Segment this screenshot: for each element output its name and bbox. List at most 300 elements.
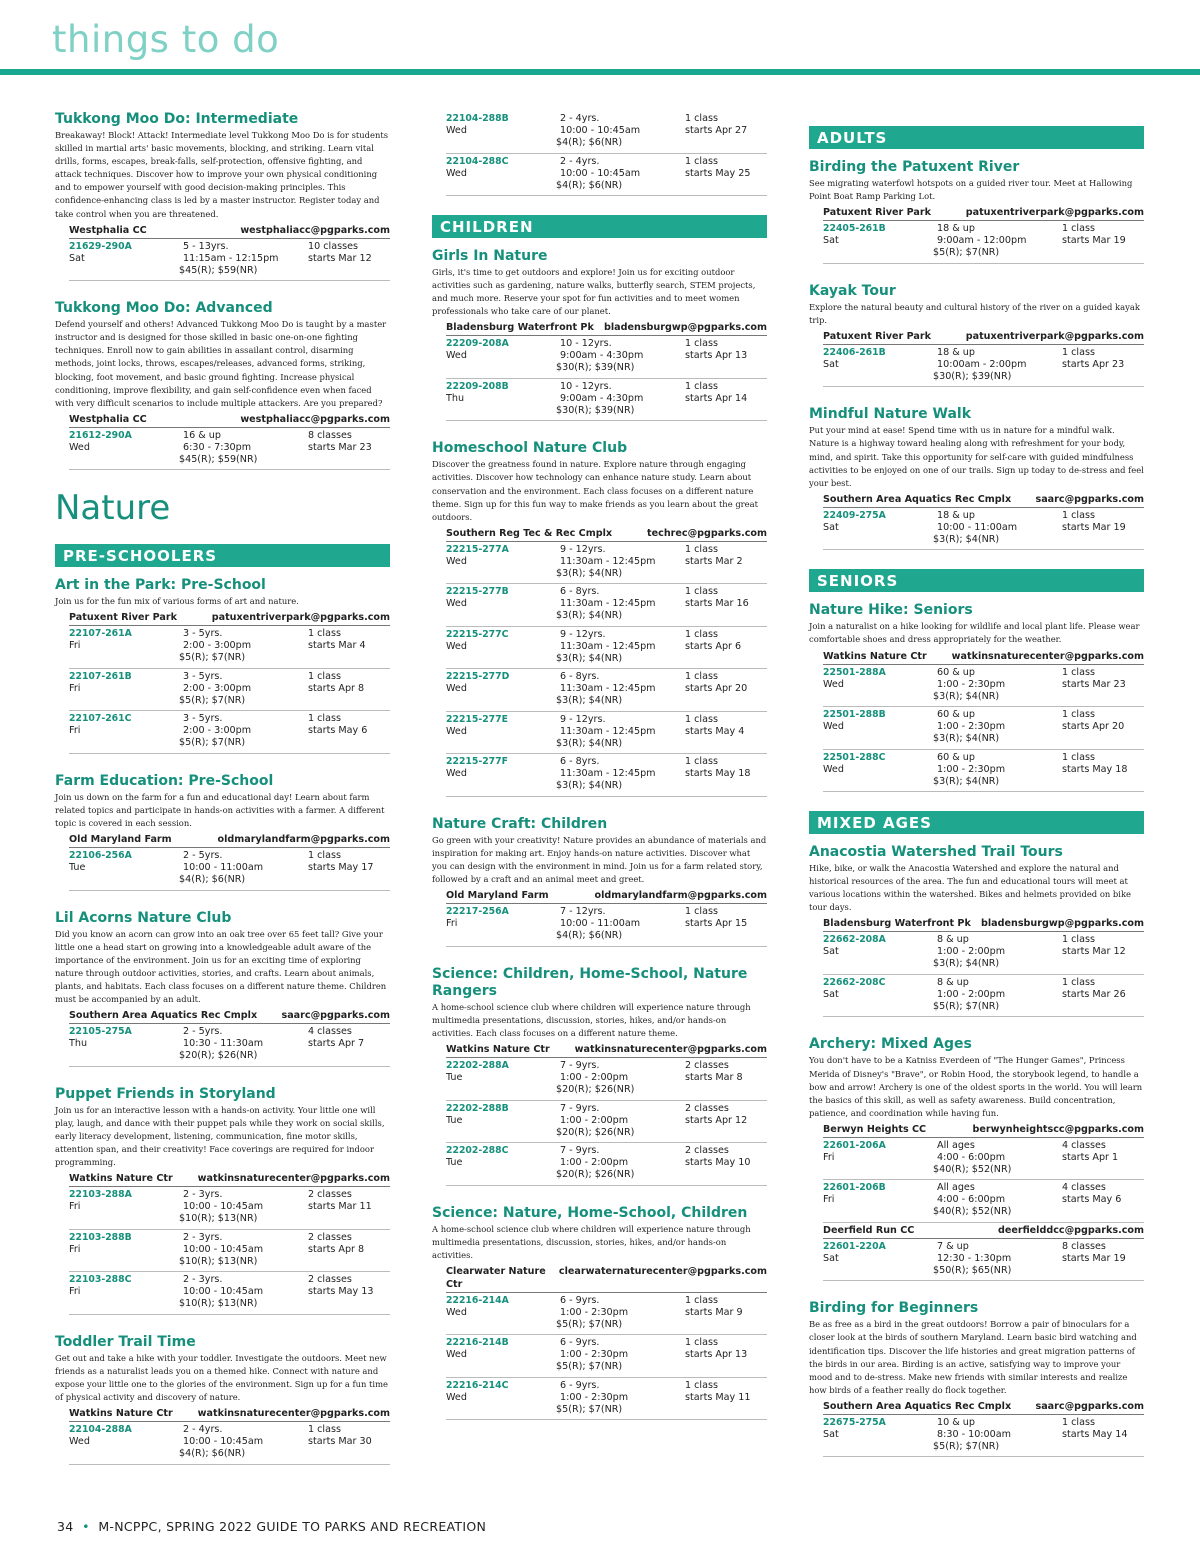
class-time: 11:30am - 12:45pm bbox=[560, 768, 656, 780]
start-date: starts Apr 14 bbox=[685, 392, 748, 404]
program-description: Join a naturalist on a hike looking for wildlife and local plant life. Please wear comfortable shoes and dress appropriately for the weather. bbox=[809, 621, 1140, 645]
class-day: Sat bbox=[823, 1428, 839, 1440]
start-date: starts Apr 27 bbox=[685, 125, 748, 136]
course-code[interactable]: 22202-288A bbox=[446, 1060, 509, 1071]
class-row bbox=[446, 1101, 767, 1144]
program-title: Lil Acorns Nature Club bbox=[55, 909, 232, 926]
class-fee: $20(R); $26(NR) bbox=[556, 1126, 635, 1138]
location-name: Bladensburg Waterfront Pk bbox=[446, 322, 594, 334]
course-code[interactable]: 22501-288C bbox=[823, 751, 886, 763]
location-email[interactable]: patuxentriverpark@pgparks.com bbox=[965, 330, 1144, 342]
course-code[interactable]: 22501-288B bbox=[823, 709, 886, 721]
location-email[interactable]: deerfielddcc@pgparks.com bbox=[997, 1224, 1144, 1236]
category-band: MIXED AGES bbox=[809, 811, 1144, 834]
program-title: Girls In Nature bbox=[432, 248, 548, 264]
location-email[interactable]: patuxentriverpark@pgparks.com bbox=[965, 207, 1144, 219]
location-email[interactable]: watkinsnaturecenter@pgparks.com bbox=[197, 1408, 390, 1420]
program-description: A home-school science club where children will experience nature through multimedia presentations, discussion, stories, hikes, and/or hands-on activities. bbox=[432, 1223, 751, 1260]
class-time: 6:30 - 7:30pm bbox=[183, 441, 252, 453]
location-name: Westphalia CC bbox=[69, 224, 147, 236]
class-day: Fri bbox=[69, 1243, 81, 1255]
start-date: starts May 18 bbox=[685, 768, 751, 780]
class-count: 1 class bbox=[685, 628, 718, 640]
program-description: Breakaway! Block! Attack! Intermediate level Tukkong Moo Do is for students skilled in martial arts' basic movements, blocking, and striking. Learn vital drills, forms, escapes, break-falls, self-protection, offensive fighting, and attack techniques. Discover how to improve your own physical conditioning and to empower yourself with good decision-making principles. This confidence-enhancing class is led by a master instructor. Register today and take control when you are threatened. bbox=[55, 130, 388, 219]
course-code[interactable]: 22105-275A bbox=[69, 1026, 132, 1038]
age-range: 7 & up bbox=[937, 1240, 969, 1252]
age-range: 2 - 3yrs. bbox=[183, 1189, 223, 1201]
start-date: starts Apr 8 bbox=[308, 682, 365, 694]
program-description: Go green with your creativity! Nature provides an abundance of materials and inspiration for making art. Enjoy hands-on nature activities. Discover what you can design with the environment in mind. Join us for a farm related story, followed by a craft and an animal meet and greet. bbox=[432, 834, 767, 885]
age-range: 7 - 9yrs. bbox=[560, 1060, 600, 1071]
class-time: 1:00 - 2:30pm bbox=[560, 1391, 629, 1403]
start-date: starts Apr 8 bbox=[308, 1243, 365, 1255]
class-time: 12:30 - 1:30pm bbox=[937, 1252, 1012, 1264]
footer-text: M-NCPPC, SPRING 2022 GUIDE TO PARKS AND RECREATION bbox=[98, 1519, 487, 1534]
class-row bbox=[69, 1230, 390, 1273]
course-code[interactable]: 22216-214B bbox=[446, 1337, 509, 1349]
start-date: starts Apr 20 bbox=[685, 683, 748, 695]
age-range: 2 - 5yrs. bbox=[183, 1026, 223, 1038]
start-date: starts Mar 8 bbox=[685, 1072, 743, 1083]
program-block bbox=[432, 966, 767, 1186]
class-fee: $3(R); $4(NR) bbox=[933, 733, 1000, 745]
location-header bbox=[823, 1399, 1144, 1415]
course-code[interactable]: 22217-256A bbox=[446, 906, 509, 918]
age-range: 7 - 9yrs. bbox=[560, 1145, 600, 1156]
class-count: 8 classes bbox=[1062, 1240, 1106, 1252]
location-header bbox=[446, 888, 767, 904]
program-title: Homeschool Nature Club bbox=[432, 440, 628, 457]
location-email[interactable]: saarc@pgparks.com bbox=[1035, 493, 1144, 505]
course-code[interactable]: 22216-214C bbox=[446, 1379, 509, 1391]
class-day: Wed bbox=[446, 1349, 467, 1361]
course-code[interactable]: 22215-277B bbox=[446, 586, 509, 598]
start-date: starts Mar 23 bbox=[1062, 678, 1126, 690]
program-title: Science: Nature, Home-School, Children bbox=[432, 1204, 748, 1221]
course-code[interactable]: 22209-208A bbox=[446, 338, 509, 350]
age-range: 2 - 3yrs. bbox=[183, 1274, 223, 1286]
course-code[interactable]: 22409-275A bbox=[823, 509, 886, 521]
class-count: 1 class bbox=[308, 713, 341, 725]
class-time: 8:30 - 10:00am bbox=[937, 1428, 1011, 1440]
course-code[interactable]: 22215-277A bbox=[446, 543, 509, 555]
class-time: 1:00 - 2:00pm bbox=[560, 1072, 629, 1083]
class-row bbox=[446, 754, 767, 797]
age-range: 6 - 9yrs. bbox=[560, 1337, 600, 1349]
age-range: 9 - 12yrs. bbox=[560, 713, 606, 725]
class-row bbox=[446, 584, 767, 627]
course-code[interactable]: 22216-214A bbox=[446, 1294, 509, 1306]
class-row bbox=[69, 428, 390, 471]
column-middle bbox=[432, 111, 767, 1439]
course-code[interactable]: 22501-288A bbox=[823, 666, 886, 678]
course-code[interactable]: 22601-206A bbox=[823, 1139, 886, 1151]
class-day: Sat bbox=[823, 235, 839, 247]
class-fee: $4(R); $6(NR) bbox=[556, 137, 623, 148]
start-date: starts Mar 11 bbox=[308, 1201, 372, 1213]
class-row bbox=[823, 1138, 1144, 1181]
class-day: Fri bbox=[69, 1201, 81, 1213]
program-title: Birding for Beginners bbox=[809, 1300, 979, 1317]
location-header bbox=[446, 320, 767, 336]
class-day: Wed bbox=[446, 1306, 467, 1318]
program-block bbox=[55, 111, 390, 281]
location-name: Watkins Nature Ctr bbox=[69, 1173, 173, 1185]
class-day: Fri bbox=[69, 682, 81, 694]
category-band: SENIORS bbox=[809, 569, 1144, 592]
course-code[interactable]: 22215-277D bbox=[446, 671, 510, 683]
header-rule bbox=[0, 69, 1200, 75]
class-time: 10:00 - 11:00am bbox=[937, 521, 1018, 533]
class-day: Sat bbox=[823, 988, 839, 1000]
class-day: Wed bbox=[446, 598, 467, 610]
class-day: Fri bbox=[446, 918, 458, 930]
start-date: starts May 25 bbox=[685, 167, 751, 179]
class-fee: $3(R); $4(NR) bbox=[933, 690, 1000, 702]
course-code[interactable]: 21612-290A bbox=[69, 429, 132, 441]
location-header bbox=[823, 492, 1144, 508]
class-row bbox=[823, 345, 1144, 388]
class-row bbox=[69, 1272, 390, 1315]
age-range: All ages bbox=[937, 1182, 975, 1194]
class-fee: $3(R); $4(NR) bbox=[556, 652, 623, 664]
class-fee: $5(R); $7(NR) bbox=[179, 737, 246, 749]
age-range: 5 - 13yrs. bbox=[183, 240, 229, 252]
course-code[interactable]: 22601-220A bbox=[823, 1240, 886, 1252]
class-row bbox=[446, 111, 767, 154]
class-day: Wed bbox=[446, 768, 467, 780]
class-count: 1 class bbox=[1062, 509, 1095, 521]
age-range: 2 - 5yrs. bbox=[183, 850, 223, 862]
class-day: Fri bbox=[823, 1194, 835, 1206]
class-day: Tue bbox=[446, 1072, 463, 1083]
location-header bbox=[446, 1264, 767, 1293]
class-row bbox=[446, 1143, 767, 1186]
start-date: starts Mar 19 bbox=[1062, 521, 1126, 533]
class-count: 1 class bbox=[685, 1337, 718, 1349]
class-fee: $30(R); $39(NR) bbox=[933, 370, 1012, 382]
age-range: 10 - 12yrs. bbox=[560, 338, 612, 350]
program-description: Be as free as a bird in the great outdoors! Borrow a pair of binoculars for a closer look at the birds of southern Maryland. Learn basic bird watching and identification tips. Discover the life histories and great migration patterns of the birds in our area. Birding is an active, satisfying way to improve your mood and to de-stress. Make new friends with similar interests and realize how birds of a feather really do flock together. bbox=[809, 1319, 1137, 1395]
location-email[interactable]: clearwaternaturecenter@pgparks.com bbox=[558, 1265, 767, 1277]
program-block bbox=[809, 283, 1144, 388]
class-row bbox=[446, 379, 767, 422]
class-row bbox=[823, 1180, 1144, 1223]
program-block bbox=[55, 1334, 390, 1465]
location-header bbox=[69, 223, 390, 239]
class-count: 1 class bbox=[685, 756, 718, 768]
class-count: 1 class bbox=[1062, 751, 1095, 763]
course-code[interactable]: 22209-208B bbox=[446, 380, 509, 392]
course-code[interactable]: 22104-288C bbox=[446, 155, 509, 167]
class-count: 2 classes bbox=[308, 1274, 352, 1286]
program-title: Anacostia Watershed Trail Tours bbox=[809, 844, 1063, 861]
class-fee: $3(R); $4(NR) bbox=[556, 610, 623, 622]
start-date: starts May 11 bbox=[685, 1391, 751, 1403]
class-fee: $3(R); $4(NR) bbox=[556, 737, 623, 749]
class-row bbox=[69, 848, 390, 891]
program-block bbox=[55, 773, 390, 891]
class-time: 10:00 - 10:45am bbox=[183, 1201, 264, 1213]
class-time: 10:00 - 11:00am bbox=[183, 862, 264, 874]
class-count: 1 class bbox=[685, 113, 718, 124]
start-date: starts Apr 15 bbox=[685, 918, 748, 930]
class-row bbox=[69, 711, 390, 754]
class-fee: $50(R); $65(NR) bbox=[933, 1264, 1012, 1276]
class-fee: $3(R); $4(NR) bbox=[933, 775, 1000, 787]
class-count: 1 class bbox=[685, 906, 718, 918]
program-title: Birding the Patuxent River bbox=[809, 159, 1020, 175]
class-day: Sat bbox=[823, 1252, 839, 1264]
course-code[interactable]: 22107-261B bbox=[69, 670, 132, 682]
class-count: 1 class bbox=[1062, 709, 1095, 721]
course-code[interactable]: 22406-261B bbox=[823, 346, 886, 358]
page-header bbox=[0, 0, 1200, 80]
class-time: 9:00am - 4:30pm bbox=[560, 392, 644, 404]
class-day: Wed bbox=[823, 721, 844, 733]
class-day: Thu bbox=[69, 1038, 88, 1050]
age-range: 9 - 12yrs. bbox=[560, 628, 606, 640]
class-time: 9:00am - 4:30pm bbox=[560, 350, 644, 362]
location-email[interactable]: oldmarylandfarm@pgparks.com bbox=[217, 834, 390, 846]
class-fee: $5(R); $7(NR) bbox=[179, 694, 246, 706]
class-row bbox=[69, 626, 390, 669]
class-count: 1 class bbox=[1062, 934, 1095, 946]
class-count: 4 classes bbox=[308, 1026, 352, 1038]
page-footer bbox=[57, 1519, 486, 1534]
class-fee: $10(R); $13(NR) bbox=[179, 1298, 258, 1310]
class-time: 4:00 - 6:00pm bbox=[937, 1194, 1006, 1206]
course-code[interactable]: 22103-288A bbox=[69, 1189, 132, 1201]
program-description: Join us for the fun mix of various forms of art and nature. bbox=[55, 596, 299, 607]
class-day: Wed bbox=[446, 725, 467, 737]
location-email[interactable]: westphaliacc@pgparks.com bbox=[240, 413, 390, 425]
course-code[interactable]: 22675-275A bbox=[823, 1416, 886, 1428]
start-date: starts Mar 19 bbox=[1062, 1252, 1126, 1264]
course-code[interactable]: 22215-277F bbox=[446, 756, 508, 768]
location-header bbox=[69, 832, 390, 848]
class-row bbox=[823, 750, 1144, 793]
location-email[interactable]: watkinsnaturecenter@pgparks.com bbox=[951, 650, 1144, 662]
location-email[interactable]: patuxentriverpark@pgparks.com bbox=[211, 612, 390, 624]
location-email[interactable]: techrec@pgparks.com bbox=[647, 527, 767, 539]
class-fee: $10(R); $13(NR) bbox=[179, 1255, 258, 1267]
course-code[interactable]: 22104-288A bbox=[69, 1424, 132, 1436]
class-count: 8 classes bbox=[308, 429, 352, 441]
program-block bbox=[432, 111, 767, 196]
class-fee: $45(R); $59(NR) bbox=[179, 453, 258, 465]
class-row bbox=[446, 627, 767, 670]
start-date: starts May 6 bbox=[1062, 1194, 1122, 1206]
course-code[interactable]: 22107-261A bbox=[69, 628, 132, 640]
class-time: 11:30am - 12:45pm bbox=[560, 725, 656, 737]
age-range: 16 & up bbox=[183, 429, 221, 441]
location-email[interactable]: westphaliacc@pgparks.com bbox=[240, 224, 390, 236]
class-fee: $3(R); $4(NR) bbox=[556, 567, 623, 579]
class-fee: $3(R); $4(NR) bbox=[556, 780, 623, 792]
class-time: 11:30am - 12:45pm bbox=[560, 683, 656, 695]
location-email[interactable]: bladensburgwp@pgparks.com bbox=[981, 918, 1144, 930]
class-count: 2 classes bbox=[685, 1060, 729, 1071]
location-email[interactable]: saarc@pgparks.com bbox=[1035, 1400, 1144, 1412]
course-code[interactable]: 22104-288B bbox=[446, 113, 509, 124]
course-code[interactable]: 22107-261C bbox=[69, 713, 132, 725]
class-day: Wed bbox=[446, 1391, 467, 1403]
class-count: 1 class bbox=[685, 586, 718, 598]
start-date: starts Apr 13 bbox=[685, 1349, 748, 1361]
class-fee: $40(R); $52(NR) bbox=[933, 1163, 1012, 1175]
class-fee: $4(R); $6(NR) bbox=[556, 179, 623, 191]
class-count: 1 class bbox=[685, 1294, 718, 1306]
class-fee: $5(R); $7(NR) bbox=[179, 652, 246, 664]
location-email[interactable]: saarc@pgparks.com bbox=[281, 1010, 390, 1022]
start-date: starts Apr 7 bbox=[308, 1038, 365, 1050]
class-day: Wed bbox=[446, 350, 467, 362]
class-fee: $5(R); $7(NR) bbox=[556, 1403, 623, 1415]
class-time: 10:00 - 10:45am bbox=[183, 1286, 264, 1298]
program-description: Discover the greatness found in nature. Explore nature through engaging activities. Discover how technology can enhance nature study. Learn about conservation and the environment. Each class focuses on a different nature theme. Sign up for this fun way to make friends as you learn about the great outdoors. bbox=[432, 459, 758, 522]
class-time: 2:00 - 3:00pm bbox=[183, 682, 252, 694]
location-email[interactable]: watkinsnaturecenter@pgparks.com bbox=[574, 1044, 767, 1055]
course-code[interactable]: 22662-208C bbox=[823, 976, 886, 988]
program-description: Girls, it's time to get outdoors and explore! Join us for exciting outdoor activities such as gardening, nature walks, butterfly search, STEM projects, and much more. Reserve your spot for fun activities and to meet women professionals who take care of our planet. bbox=[432, 267, 756, 317]
class-day: Fri bbox=[69, 1286, 81, 1298]
age-range: 6 - 8yrs. bbox=[560, 756, 600, 768]
program-description: Explore the natural beauty and cultural history of the river on a guided kayak trip. bbox=[809, 301, 1140, 325]
class-time: 11:30am - 12:45pm bbox=[560, 555, 656, 567]
class-time: 1:00 - 2:30pm bbox=[937, 678, 1006, 690]
class-time: 10:00 - 11:00am bbox=[560, 918, 641, 930]
location-header bbox=[823, 916, 1144, 932]
class-row bbox=[69, 239, 390, 282]
program-description: Defend yourself and others! Advanced Tukkong Moo Do is taught by a master instructor and is designed for those skilled in basic one-on-one fighting techniques. Enroll now to gain abilities in assailant control, disarming methods, joint locks, throws, escapes/releases, advanced forms, striking, blocking, foot movement, and basic ground fighting. Increase physical conditioning, improve flexibility, and gain self-confidence even when faced with very difficult scenarios to include multiple attackers. Are you prepared? bbox=[55, 319, 387, 408]
class-day: Wed bbox=[446, 683, 467, 695]
program-block bbox=[809, 1036, 1144, 1281]
class-fee: $5(R); $7(NR) bbox=[933, 247, 1000, 259]
class-time: 2:00 - 3:00pm bbox=[183, 725, 252, 737]
program-title: Nature Craft: Children bbox=[432, 815, 608, 832]
class-fee: $5(R); $7(NR) bbox=[933, 1440, 1000, 1452]
course-code[interactable]: 22103-288C bbox=[69, 1274, 132, 1286]
course-code[interactable]: 21629-290A bbox=[69, 240, 132, 252]
start-date: starts May 17 bbox=[308, 862, 374, 874]
start-date: starts Apr 23 bbox=[1062, 358, 1125, 370]
age-range: 6 - 8yrs. bbox=[560, 586, 600, 598]
age-range: 2 - 3yrs. bbox=[183, 1231, 223, 1243]
class-count: 1 class bbox=[1062, 976, 1095, 988]
class-count: 1 class bbox=[685, 671, 718, 683]
class-day: Fri bbox=[823, 1151, 835, 1163]
course-code[interactable]: 22103-288B bbox=[69, 1231, 132, 1243]
location-name: Berwyn Heights CC bbox=[823, 1123, 927, 1135]
program-description: You don't have to be a Katniss Everdeen of "The Hunger Games", Princess Merida of Disney's "Brave", or Robin Hood, the storybook legend, to handle a bow and arrow! Archery is one of the oldest sports in the world. You will learn the basics of this skill, as well as safety awareness. Build concentration, patience, and coordination while having fun. bbox=[809, 1055, 1143, 1118]
location-email[interactable]: oldmarylandfarm@pgparks.com bbox=[594, 890, 767, 902]
location-header bbox=[69, 1171, 390, 1187]
age-range: 10 & up bbox=[937, 1416, 975, 1428]
course-code[interactable]: 22215-277E bbox=[446, 713, 508, 725]
location-email[interactable]: bladensburgwp@pgparks.com bbox=[604, 322, 767, 334]
class-count: 4 classes bbox=[1062, 1182, 1106, 1194]
program-description: Did you know an acorn can grow into an oak tree over 65 feet tall? Give your little one a head start on growing into a knowledgeable adult aware of the importance of the environment. Join us for an exciting time of exploring nature through outdoor activities, stories, and crafts. Learn about animals, plants, and habitats. Each class focuses on a different nature theme. Children must be accompanied by an adult. bbox=[55, 928, 387, 1005]
class-row bbox=[446, 904, 767, 947]
class-count: 1 class bbox=[685, 155, 718, 167]
start-date: starts Mar 26 bbox=[1062, 988, 1126, 1000]
class-fee: $30(R); $39(NR) bbox=[556, 404, 635, 416]
location-header bbox=[823, 649, 1144, 665]
age-range: 60 & up bbox=[937, 751, 975, 763]
location-email[interactable]: watkinsnaturecenter@pgparks.com bbox=[197, 1173, 390, 1185]
class-time: 11:30am - 12:45pm bbox=[560, 598, 656, 610]
header-title: things to do bbox=[52, 18, 280, 61]
class-time: 10:30 - 11:30am bbox=[183, 1038, 264, 1050]
class-fee: $5(R); $7(NR) bbox=[933, 1000, 1000, 1012]
class-time: 1:00 - 2:00pm bbox=[937, 946, 1006, 958]
age-range: 3 - 5yrs. bbox=[183, 713, 223, 725]
category-band: ADULTS bbox=[809, 126, 1144, 149]
course-code[interactable]: 22202-288B bbox=[446, 1102, 509, 1114]
program-description: Join us down on the farm for a fun and educational day! Learn about farm related topics and participate in hands-on activities with a farmer. A different topic is covered in each session. bbox=[55, 791, 385, 829]
age-range: 2 - 4yrs. bbox=[560, 155, 600, 167]
age-range: 7 - 9yrs. bbox=[560, 1102, 600, 1114]
location-name: Patuxent River Park bbox=[823, 207, 931, 219]
age-range: 10 - 12yrs. bbox=[560, 380, 612, 392]
program-block bbox=[809, 406, 1144, 550]
location-email[interactable]: berwynheightscc@pgparks.com bbox=[972, 1123, 1144, 1135]
course-code[interactable]: 22202-288C bbox=[446, 1145, 509, 1156]
column-left bbox=[55, 111, 390, 1484]
class-count: 1 class bbox=[685, 713, 718, 725]
age-range: 60 & up bbox=[937, 709, 975, 721]
program-title: Art in the Park: Pre-School bbox=[55, 577, 266, 594]
program-title: Puppet Friends in Storyland bbox=[55, 1085, 276, 1102]
start-date: starts Mar 2 bbox=[685, 555, 743, 567]
class-day: Thu bbox=[446, 392, 465, 404]
age-range: 3 - 5yrs. bbox=[183, 670, 223, 682]
program-block bbox=[809, 1300, 1144, 1457]
class-day: Tue bbox=[446, 1114, 463, 1126]
class-row bbox=[446, 542, 767, 585]
program-block bbox=[432, 440, 767, 796]
class-count: 2 classes bbox=[685, 1145, 729, 1156]
class-time: 1:00 - 2:30pm bbox=[560, 1306, 629, 1318]
class-count: 2 classes bbox=[685, 1102, 729, 1114]
location-name: Southern Area Aquatics Rec Cmplx bbox=[69, 1010, 258, 1022]
program-block bbox=[809, 844, 1144, 1017]
course-code[interactable]: 22405-261B bbox=[823, 223, 886, 235]
start-date: starts May 13 bbox=[308, 1286, 374, 1298]
column-right bbox=[809, 126, 1144, 1476]
class-row bbox=[446, 1335, 767, 1378]
location-name: Old Maryland Farm bbox=[446, 890, 549, 902]
class-row bbox=[69, 1024, 390, 1067]
class-row bbox=[823, 932, 1144, 975]
age-range: All ages bbox=[937, 1139, 975, 1151]
age-range: 6 - 8yrs. bbox=[560, 671, 600, 683]
program-block bbox=[55, 1086, 390, 1315]
course-code[interactable]: 22662-208A bbox=[823, 934, 886, 946]
age-range: 60 & up bbox=[937, 666, 975, 678]
class-count: 1 class bbox=[685, 338, 718, 350]
location-header bbox=[446, 1042, 767, 1058]
class-fee: $4(R); $6(NR) bbox=[179, 1448, 246, 1460]
class-row bbox=[823, 707, 1144, 750]
location-header bbox=[69, 412, 390, 428]
class-time: 10:00 - 10:45am bbox=[183, 1436, 264, 1448]
course-code[interactable]: 22601-206B bbox=[823, 1182, 886, 1194]
program-description: Get out and take a hike with your toddler. Investigate the outdoors. Meet new friends as a naturalist leads you on a themed hike. Connect with nature and expose your little one to the glories of the environment. Sign up for a fun time of physical activity and discovery of nature. bbox=[55, 1352, 388, 1402]
course-code[interactable]: 22106-256A bbox=[69, 850, 132, 862]
course-code[interactable]: 22215-277C bbox=[446, 628, 509, 640]
